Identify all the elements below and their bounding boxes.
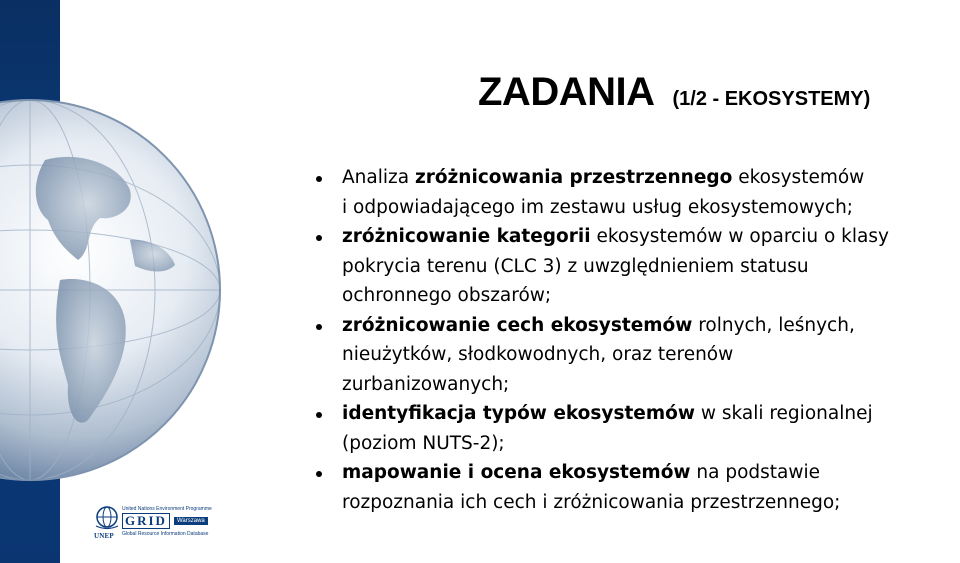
bullet-line: pokrycia terenu (CLC 3) z uwzględnieniem statusu <box>342 255 809 277</box>
title-sub: (1/2 - EKOSYSTEMY) <box>672 88 871 110</box>
list-item <box>314 458 956 517</box>
list-item <box>314 399 956 458</box>
logos <box>94 506 234 546</box>
list-item <box>314 222 956 311</box>
grid-city: Warszawa <box>174 517 208 525</box>
bullet-bold: zróżnicowania przestrzennego <box>414 167 733 188</box>
bullet-line: i odpowiadającego im zestawu usług ekosystemowych; <box>342 196 854 218</box>
bullet-bold: mapowanie i ocena ekosystemów <box>342 462 691 483</box>
bullet-bold: zróżnicowanie kategorii <box>342 226 591 247</box>
grid-bottom-text: Global Resource Information Database <box>122 531 209 537</box>
page-title <box>478 70 870 115</box>
bullet-text: na podstawie <box>690 462 821 483</box>
bullet-list <box>314 163 956 517</box>
bullet-text: Analiza <box>342 167 415 188</box>
side-panel <box>0 0 238 563</box>
bullet-line: nieużytków, słodkowodnych, oraz terenów <box>342 344 734 365</box>
title-main: ZADANIA <box>478 70 655 114</box>
bullet-line: (poziom NUTS-2); <box>342 432 505 454</box>
bullet-line: ochronnego obszarów; <box>342 285 552 306</box>
bullet-line: rozpoznania ich cech i zróżnicowania przestrzennego; <box>342 491 841 513</box>
grid-top-text: United Nations Environment Programme <box>122 506 212 512</box>
unep-label: UNEP <box>94 532 114 540</box>
grid-logo <box>122 506 234 546</box>
list-item <box>314 163 956 222</box>
bullet-bold: zróżnicowanie cech ekosystemów <box>342 314 693 336</box>
globe-graphic <box>0 90 230 490</box>
unep-emblem-icon <box>94 506 120 530</box>
bullet-text: rolnych, leśnych, <box>692 314 855 336</box>
bullet-text: ekosystemów w oparciu o klasy <box>590 226 889 247</box>
bullet-text: w skali regionalnej <box>694 403 873 424</box>
bullet-text: ekosystemów <box>732 167 865 188</box>
bullet-bold: identyfikacja typów ekosystemów <box>342 403 695 424</box>
list-item <box>314 311 956 400</box>
bullet-line: zurbanizowanych; <box>342 373 510 395</box>
grid-word: GRID <box>122 513 170 529</box>
